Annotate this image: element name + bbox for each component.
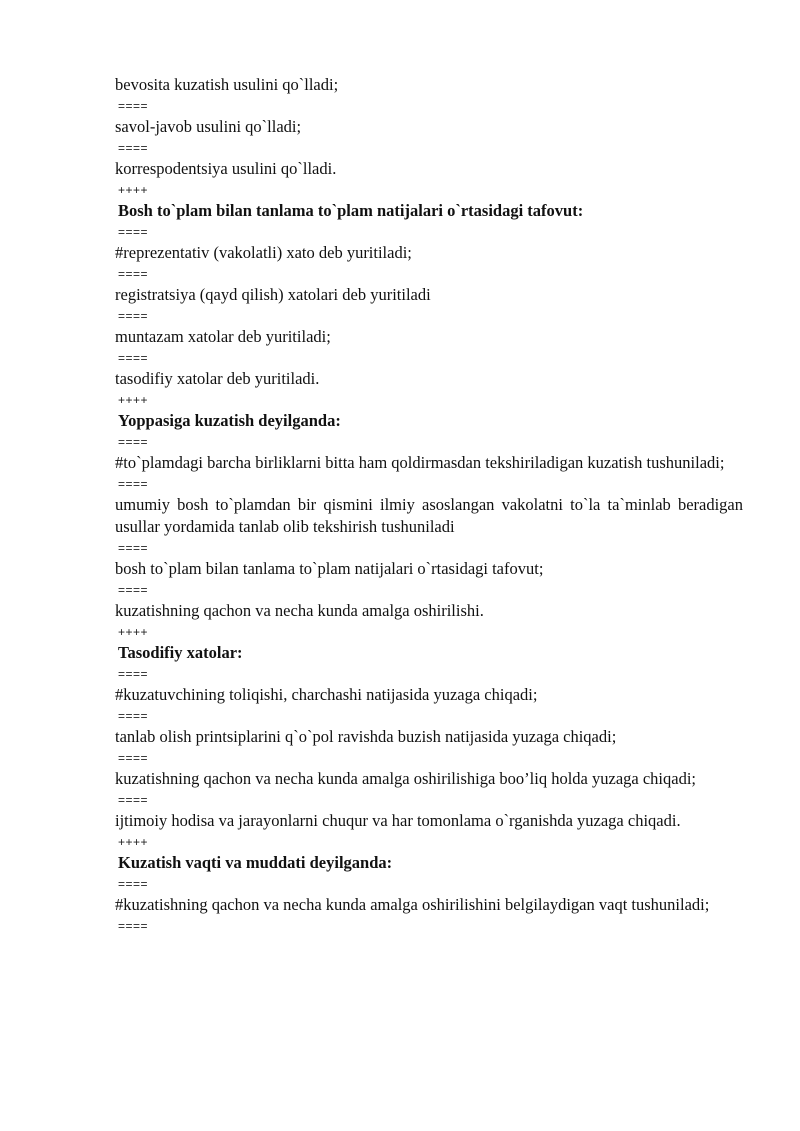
separator-marker: ==== (118, 583, 149, 597)
question-text: Kuzatish vaqti va muddati deyilganda: (118, 853, 393, 872)
answer-option: #kuzatishning qachon va necha kunda amalga oshirilishini belgilaydigan vaqt tushuniladi; (115, 895, 710, 914)
separator-marker: ++++ (118, 393, 149, 407)
answer-option: #kuzatuvchining toliqishi, charchashi natijasida yuzaga chiqadi; (115, 685, 538, 704)
separator-marker: ==== (118, 309, 149, 323)
answer-option: savol-javob usulini qo`lladi; (115, 117, 302, 136)
separator-marker: ++++ (118, 835, 149, 849)
answer-option: ijtimoiy hodisa va jarayonlarni chuqur va har tomonlama o`rganishda yuzaga chiqadi. (115, 811, 681, 830)
separator-marker: ==== (118, 99, 149, 113)
answer-option: kuzatishning qachon va necha kunda amalga oshirilishiga boo’liq holda yuzaga chiqadi; (115, 769, 696, 788)
separator-marker: ==== (118, 541, 149, 555)
separator-marker: ==== (118, 351, 149, 365)
separator-marker: ++++ (118, 625, 149, 639)
answer-option: registratsiya (qayd qilish) xatolari deb yuritiladi (115, 285, 431, 304)
separator-marker: ==== (118, 751, 149, 765)
answer-option: tasodifiy xatolar deb yuritiladi. (115, 369, 320, 388)
separator-marker: ==== (118, 477, 149, 491)
question-text: Bosh to`plam bilan tanlama to`plam natijalari o`rtasidagi tafovut: (118, 201, 584, 220)
separator-marker: ==== (118, 877, 149, 891)
answer-option: korrespodentsiya usulini qo`lladi. (115, 159, 337, 178)
answer-option: #to`plamdagi barcha birliklarni bitta ham qoldirmasdan tekshiriladigan kuzatish tushuniladi; (115, 453, 725, 472)
question-text: Tasodifiy xatolar: (118, 643, 243, 662)
separator-marker: ==== (118, 667, 149, 681)
question-text: Yoppasiga kuzatish deyilganda: (118, 411, 341, 430)
separator-marker: ==== (118, 793, 149, 807)
answer-option: kuzatishning qachon va necha kunda amalga oshirilishi. (115, 601, 484, 620)
separator-marker: ==== (118, 435, 149, 449)
answer-option: umumiy bosh to`plamdan bir qismini ilmiy asoslangan vakolatni to`la ta`minlab beradigan usullar yordamida tanlab olib tekshirish tushuniladi (115, 495, 743, 536)
document-page (115, 74, 743, 936)
separator-marker: ==== (118, 141, 149, 155)
answer-option: tanlab olish printsiplarini q`o`pol ravishda buzish natijasida yuzaga chiqadi; (115, 727, 617, 746)
answer-option: bosh to`plam bilan tanlama to`plam natijalari o`rtasidagi tafovut; (115, 559, 544, 578)
answer-option: #reprezentativ (vakolatli) xato deb yuritiladi; (115, 243, 412, 262)
separator-marker: ==== (118, 267, 149, 281)
separator-marker: ==== (118, 919, 149, 933)
separator-marker: ==== (118, 225, 149, 239)
answer-option: muntazam xatolar deb yuritiladi; (115, 327, 331, 346)
separator-marker: ==== (118, 709, 149, 723)
answer-option: bevosita kuzatish usulini qo`lladi; (115, 75, 339, 94)
separator-marker: ++++ (118, 183, 149, 197)
